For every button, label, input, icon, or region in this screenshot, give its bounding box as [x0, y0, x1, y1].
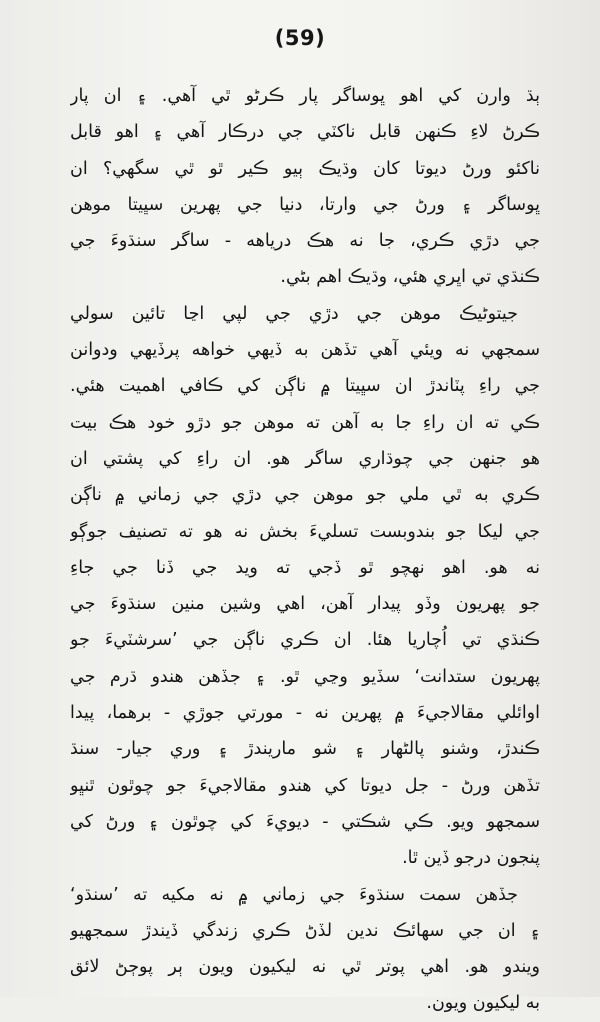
body-text: [70, 78, 540, 1022]
text-line: ڀوساگر ۽ ورڻ جي وارتا، دنيا جي پهرين سڀيتا موهن: [70, 194, 540, 215]
text-line: جيتوڻيڪ موهن جي دڙي جي لپي اڃا تائين سولي: [70, 303, 518, 324]
text-line: سمجهو ويو. ڪي شڪتي - ديويءَ کي چوٿون ۽ ورڻ کي: [70, 811, 540, 832]
text-line: تڏهن ورڻ - جل ديوتا کي هندو مقالاجيءَ جو چوٿون ٿنڀو: [70, 775, 540, 796]
text-line: ڪنڌي تي اُچاريا هئا. ان ڪري ناڳن جي ’سرشٽيءَ جو: [70, 630, 540, 651]
text-line: سمجهي نه ويئي آهي تڏهن به ڏيهي خواهه پرڏيهي ودوانن: [70, 340, 540, 361]
text-line: ۽ ان جي سهائڪ ندين لڏڻ ڪري زندگي ڏيندڙ سمجهيو: [70, 920, 540, 941]
text-line: اوائلي مقالاجيءَ ۾ پهرين نه - مورتي جوڙي - برهما، پيدا: [70, 703, 540, 724]
text-line: جڏهن سمت سنڌوءَ جي زماني ۾ نه مکيه ته ’سنڌو‘: [70, 884, 518, 905]
text-line: جي ليکا جو بندوبست تسليءَ بخش نه هو ته تصنيف جوڳو: [70, 521, 540, 542]
text-line: جي راءِ پٽاندڙ ان سڀيتا ۾ ناڳن کي ڪافي اهميت هئي.: [70, 376, 540, 397]
text-line: ڪري به ٿي ملي جو موهن جي دڙي جي زماني ۾ ناڳن: [70, 485, 540, 506]
text-line: ڪي ته ان راءِ جا به آهن ته موهن جو دڙو خود هڪ بيت: [70, 412, 540, 433]
text-line: نه هو. اهو نهچو ٿو ڏجي ته ويد جي ڏنا جي جاءِ: [70, 557, 540, 578]
text-line: جو پهريون وڏو پيدار آهن، اهي وشين منين سنڌوءَ جي: [70, 594, 540, 615]
text-line: ڪرڻ لاءِ ڪنهن قابل ناکٽي جي درڪار آهي ۽ اهو قابل: [70, 122, 540, 143]
page-number: (59): [274, 26, 326, 50]
text-line: ناکئو ورڻ ديوتا کان وڌيڪ ٻيو ڪير ٿو ٿي سگهي؟ ان: [70, 158, 540, 179]
text-line: هو جنهن جي چوڌاري ساگر هو. ان راءِ کي پشتي ان: [70, 448, 540, 469]
text-line: پهريون ستدانت‘ سڏيو وڃي ٿو. ۽ جڏهن هندو ڌرم جي: [70, 666, 540, 687]
text-line: ڪندڙ، وشنو پالڻهار ۽ شو ماريندڙ ۽ وري جيار- سنڌ: [70, 739, 540, 760]
text-line: جي دڙي ڪري، جا نه هڪ درياهه - ساگر سنڌوءَ جي: [70, 231, 540, 252]
text-line: ڪنڌي تي اڀري هئي، وڌيڪ اهم بڻي.: [280, 267, 540, 288]
text-line: به ليکيون ويون.: [426, 993, 540, 1014]
text-line: پنجون درجو ڏين ٿا.: [402, 848, 540, 869]
text-line: ويندو هو. اهي پوتر ٿي نه ليکيون ويون ٻر پوڄڻ لائق: [70, 957, 540, 978]
text-line: ٻڌ وارن کي اهو ڀوساگر پار ڪرڻو ٿي آهي. ۽ ان پار: [70, 86, 540, 106]
